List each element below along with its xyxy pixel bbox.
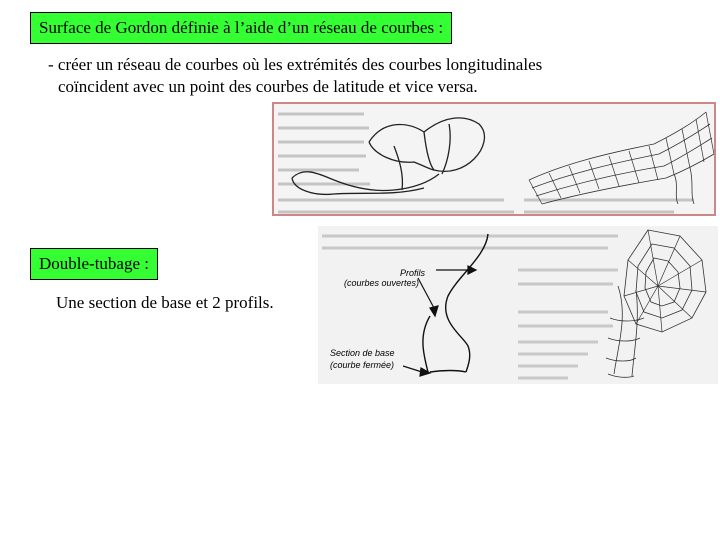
label-profils: Profils	[400, 268, 426, 278]
label-section-sub: (courbe fermée)	[330, 360, 395, 370]
bullet-text	[48, 54, 688, 98]
label-profils-sub: (courbes ouvertes)	[344, 278, 420, 288]
slide-title: Surface de Gordon définie à l’aide d’un réseau de courbes :	[30, 12, 452, 44]
bullet-line-1: - créer un réseau de courbes où les extrémités des courbes longitudinales	[48, 55, 543, 74]
section2-text: Une section de base et 2 profils.	[56, 293, 274, 312]
bullet-line-2: coïncident avec un point des courbes de latitude et vice versa.	[58, 77, 478, 96]
label-section: Section de base	[330, 348, 395, 358]
double-tubing-figure	[318, 226, 718, 384]
section2-title: Double-tubage :	[30, 248, 158, 280]
gordon-surface-figure	[272, 102, 716, 216]
